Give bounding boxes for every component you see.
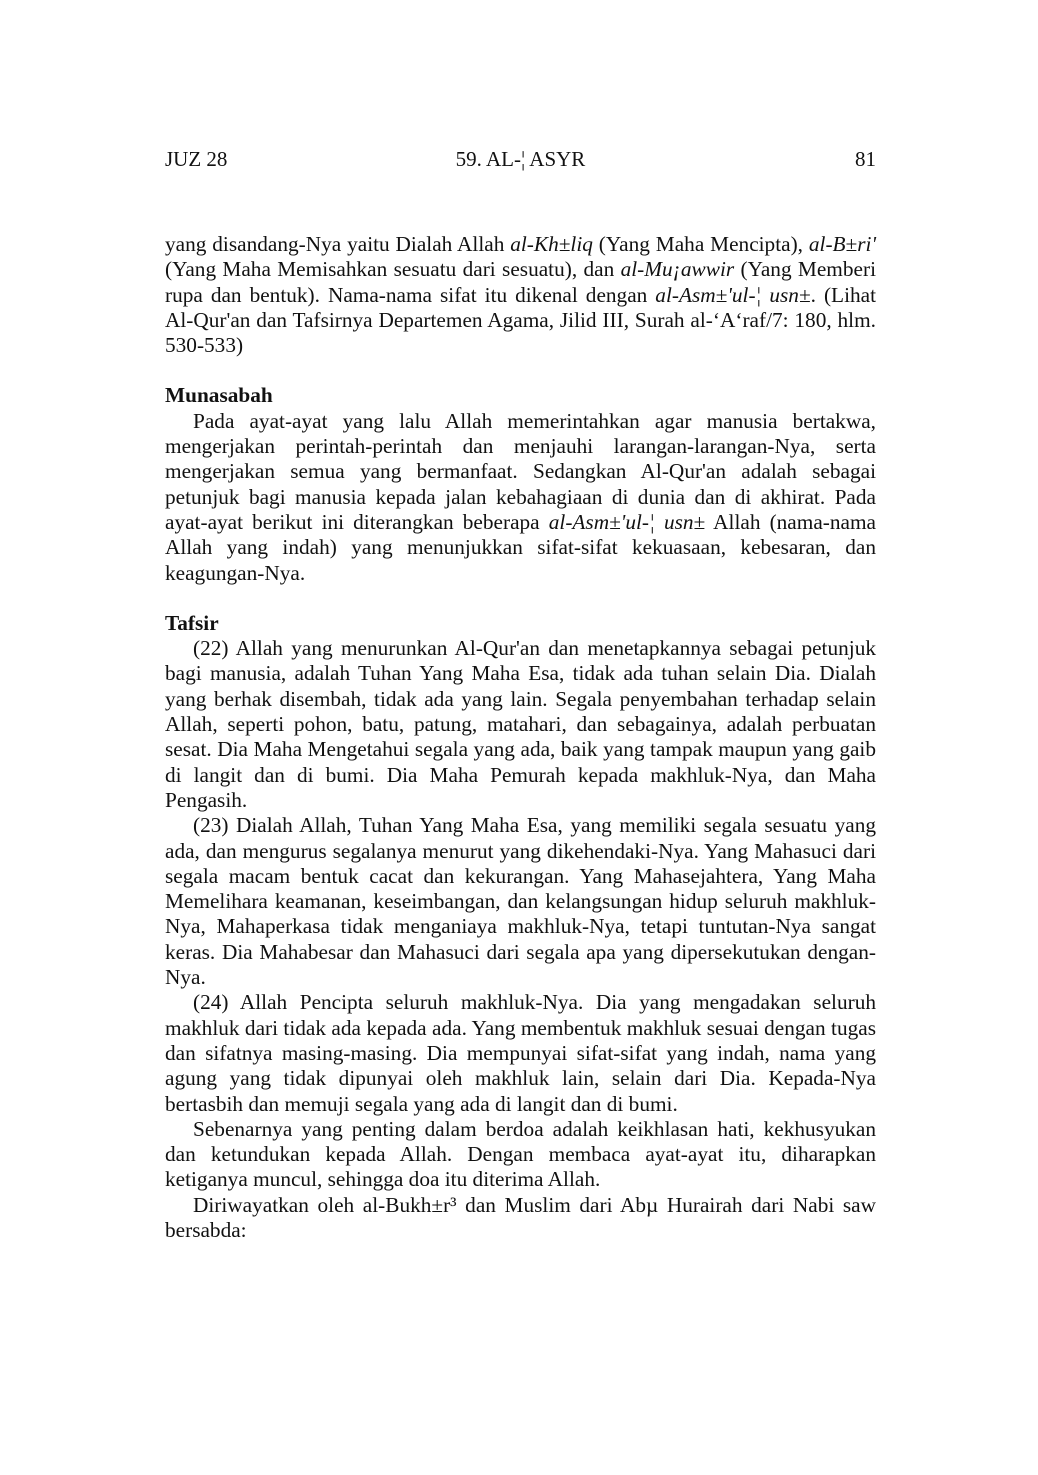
- intro-text-1: yang disandang-Nya yaitu Dialah Allah: [165, 232, 511, 256]
- tafsir-heading: Tafsir: [165, 610, 219, 635]
- intro-text-5: . (Lihat Al-Qur'an dan Tafsirnya Departemen Agama, Jilid III, Surah al-‘A‘raf/7: 180, hlm. 530-533): [165, 282, 877, 358]
- term-al-khaliq: al-Kh±liq: [510, 232, 593, 256]
- intro-text-3: (Yang Maha Memisahkan sesuatu dari sesuatu), dan: [165, 257, 621, 282]
- intro-text-2: (Yang Maha Mencipta),: [592, 232, 809, 256]
- munasabah-heading: Munasabah: [165, 383, 273, 408]
- surah-title: 59. AL-¦ ASYR: [455, 147, 586, 171]
- intro-paragraph: [165, 232, 876, 358]
- tafsir-verse-23: (23) Dialah Allah, Tuhan Yang Maha Esa, yang memiliki segala sesuatu yang ada, dan mengurus segalanya menurut yang dikehendaki-Nya. Yang Mahasuci dari segala macam bentuk cacat dan kekurangan. Yang Mahasejahtera, Yang Maha Memelihara keamanan, keseimbangan, dan kelangsungan hidup seluruh makhluk-Nya, Mahaperkasa tidak menganiaya makhluk-Nya, tetapi tuntutan-Nya sangat keras. Dia Mahabesar dan Mahasuci dari segala apa yang dipersekutukan dengan-Nya.: [165, 813, 876, 990]
- tafsir-verse-22: (22) Allah yang menurunkan Al-Qur'an dan menetapkannya sebagai petunjuk bagi manusia, adalah Tuhan Yang Maha Esa, tidak ada tuhan selain Dia. Dialah yang berhak disembah, tidak ada yang lain. Segala penyembahan terhadap selain Allah, seperti pohon, batu, patung, matahari, dan sebagainya, adalah perbuatan sesat. Dia Maha Mengetahui segala yang ada, baik yang tampak maupun yang gaib di langit dan di bumi. Dia Maha Pemurah kepada makhluk-Nya, dan Maha Pengasih.: [165, 636, 876, 812]
- page-number: 81: [855, 147, 876, 171]
- section-gap: [165, 586, 876, 611]
- term-al-asmaul-husna: al-Asm±'ul-¦ usn±: [655, 282, 811, 307]
- intro-text-4: (Yang Memberi rupa dan bentuk). Nama-nama sifat itu dikenal dengan: [165, 257, 876, 307]
- page-body: [165, 232, 876, 1243]
- term-al-asmaul-husna-2: al-Asm±'ul-¦ usn±: [548, 509, 706, 534]
- munasabah-text-2: Allah (nama-nama Allah yang indah) yang menunjukkan sifat-sifat kekuasaan, kebesaran, dan keagungan-Nya.: [165, 509, 876, 585]
- juz-label: JUZ 28: [165, 147, 228, 171]
- tafsir-hadith-paragraph: Diriwayatkan oleh al-Bukh±r³ dan Muslim dari Abµ Hurairah dari Nabi saw bersabda:: [165, 1192, 876, 1242]
- tafsir-verse-24: (24) Allah Pencipta seluruh makhluk-Nya. Dia yang mengadakan seluruh makhluk dari tidak ada kepada ada. Yang membentuk makhluk sesuai dengan tugas dan sifatnya masing-masing. Dia mempunyai sifat-sifat yang indah, nama yang agung yang tidak dipunyai oleh makhluk lain, selain dari Dia. Kepada-Nya bertasbih dan memuji segala yang ada di langit dan di bumi.: [165, 990, 876, 1116]
- munasabah-paragraph: [165, 409, 876, 586]
- munasabah-text-1: Pada ayat-ayat yang lalu Allah memerintahkan agar manusia bertakwa, mengerjakan perintah-perintah dan menjauhi larangan-larangan-Nya, serta mengerjakan semua yang bermanfaat. Sedangkan Al-Qur'an adalah sebagai petunjuk bagi manusia kepada jalan kebahagiaan di dunia dan di akhirat. Pada ayat-ayat berikut ini diterangkan beberapa: [165, 408, 876, 534]
- running-header: [165, 144, 876, 174]
- term-al-musawwir: al-Mu¡awwir: [620, 257, 735, 282]
- section-gap: [165, 358, 876, 383]
- term-al-bari: al-B±ri': [808, 232, 877, 256]
- tafsir-doa-paragraph: Sebenarnya yang penting dalam berdoa adalah keikhlasan hati, kekhusyukan dan ketundukan kepada Allah. Dengan membaca ayat-ayat itu, diharapkan ketiganya muncul, sehingga doa itu diterima Allah.: [165, 1116, 876, 1192]
